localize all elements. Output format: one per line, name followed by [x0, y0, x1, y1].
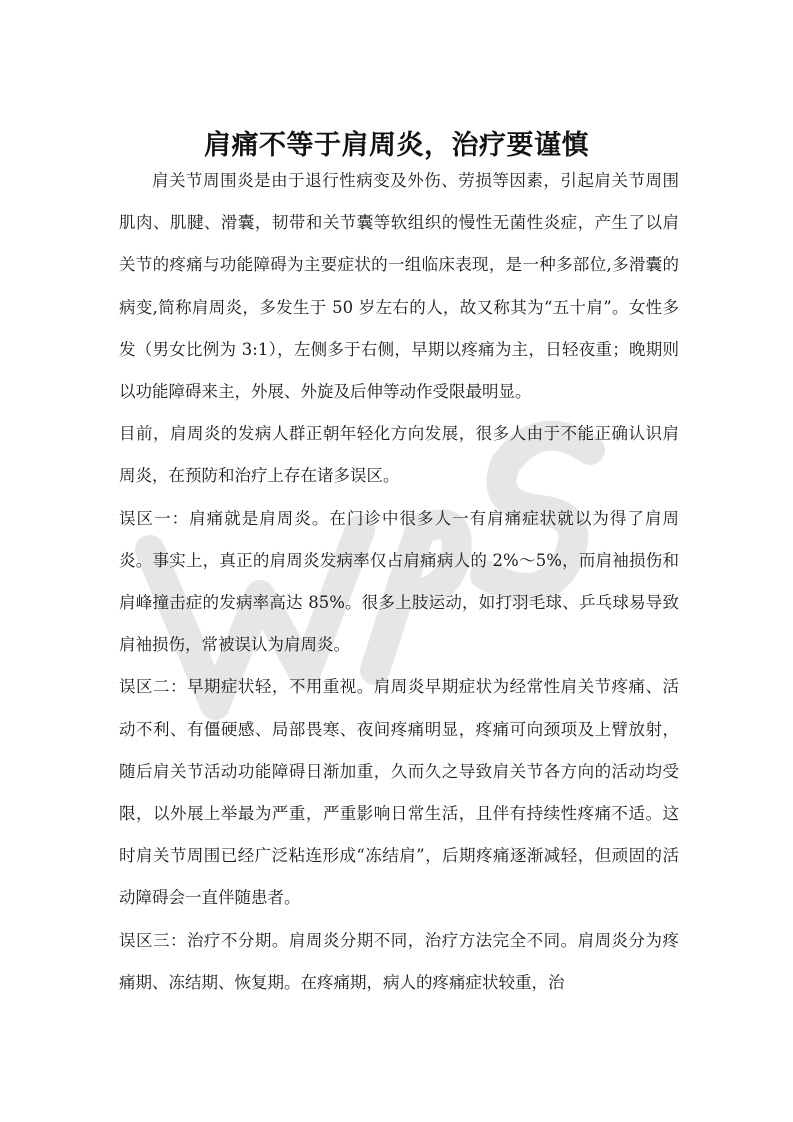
article-body — [119, 160, 679, 1004]
paragraph-misconception-3: 误区三：治疗不分期。肩周炎分期不同，治疗方法完全不同。肩周炎分为疼痛期、冻结期、恢复期。在疼痛期，病人的疼痛症状较重，治 — [119, 930, 679, 992]
paragraph-misconception-2: 误区二：早期症状轻，不用重视。肩周炎早期症状为经常性肩关节疼痛、活动不利、有僵硬感、局部畏寒、夜间疼痛明显，疼痛可向颈项及上臂放射，随后肩关节活动功能障碍日渐加重，久而久之导致肩关节各方向的活动均受限，以外展上举最为严重，严重影响日常生活，且伴有持续性疼痛不适。这时肩关节周围已经广泛粘连形成“冻结肩”，后期疼痛逐渐减轻，但顽固的活动障碍会一直伴随患者。 — [119, 677, 679, 908]
paragraph-misconception-1: 误区一：肩痛就是肩周炎。在门诊中很多人一有肩痛症状就以为得了肩周炎。事实上，真正的肩周炎发病率仅占肩痛病人的 2%～5%，而肩袖损伤和肩峰撞击症的发病率高达 85%。很多上肢运动，如打羽毛球、乒乓球易导致肩袖损伤，常被误认为肩周炎。 — [119, 508, 679, 655]
paragraph-current-trend: 目前，肩周炎的发病人群正朝年轻化方向发展，很多人由于不能正确认识肩周炎，在预防和治疗上存在诸多误区。 — [119, 424, 679, 486]
paragraph-intro: 肩关节周围炎是由于退行性病变及外伤、劳损等因素，引起肩关节周围肌肉、肌腱、滑囊，韧带和关节囊等软组织的慢性无菌性炎症，产生了以肩关节的疼痛与功能障碍为主要症状的一组临床表现，是一种多部位,多滑囊的病变,简称肩周炎，多发生于 50 岁左右的人，故又称其为“五十肩”。女性多发（男女比例为 3:1），左侧多于右侧，早期以疼痛为主，日轻夜重；晚期则以功能障碍来主，外展、外旋及后伸等动作受限最明显。 — [119, 171, 679, 402]
page-title: 肩痛不等于肩周炎，治疗要谨慎 — [204, 130, 589, 162]
watermark-text: WPS — [120, 380, 123, 381]
